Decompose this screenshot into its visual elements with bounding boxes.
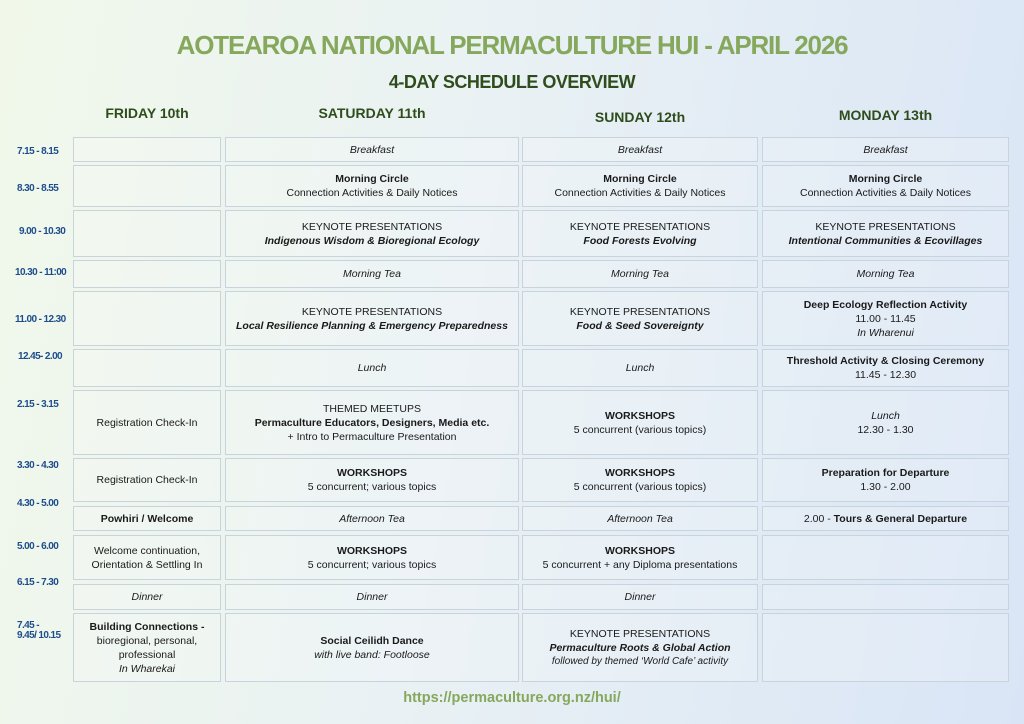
schedule-cell: [73, 390, 221, 455]
day-header-friday: FRIDAY 10th: [105, 105, 189, 121]
tours-label: Tours & General Departure: [833, 512, 968, 525]
keynote-heading: KEYNOTE PRESENTATIONS: [301, 305, 443, 318]
schedule-cell: [225, 210, 519, 257]
workshops-heading: WORKSHOPS: [336, 544, 407, 557]
lunch-label: Lunch: [357, 362, 387, 374]
schedule-cell: [225, 390, 519, 455]
workshops-detail: 5 concurrent; various topics: [307, 481, 437, 493]
schedule-cell: [522, 260, 758, 288]
schedule-cell: [225, 349, 519, 387]
schedule-cell: [522, 291, 758, 346]
schedule-cell: [73, 613, 221, 682]
schedule-cell: [73, 165, 221, 207]
time-label: 9.45/ 10.15: [17, 630, 61, 641]
deep-ecology-title: Deep Ecology Reflection Activity: [803, 298, 968, 311]
themed-meetups-groups: Permaculture Educators, Designers, Media etc.: [254, 416, 490, 429]
schedule-cell: [522, 458, 758, 502]
schedule-cell: [762, 349, 1009, 387]
workshops-heading: WORKSHOPS: [336, 467, 407, 479]
time-label: 8.30 - 8.55: [17, 183, 59, 194]
breakfast-label: Breakfast: [617, 143, 663, 156]
time-label: 7.45 -: [17, 620, 39, 631]
morning-tea-label: Morning Tea: [611, 268, 669, 280]
workshops-detail: 5 concurrent; various topics: [307, 558, 437, 571]
schedule-cell: [225, 291, 519, 346]
schedule-cell: [522, 584, 758, 610]
world-cafe-note: followed by themed ‘World Cafe’ activity: [551, 655, 729, 667]
schedule-cell: [73, 535, 221, 580]
keynote-topic: Local Resilience Planning & Emergency Preparedness: [236, 319, 508, 332]
lunch-label: Lunch: [871, 409, 900, 422]
schedule-cell: [225, 260, 519, 288]
workshops-detail: 5 concurrent (various topics): [573, 481, 707, 493]
schedule-cell: [762, 137, 1009, 162]
time-label: 12.45- 2.00: [18, 351, 62, 362]
morning-tea-label: Morning Tea: [856, 268, 915, 280]
afternoon-tea-label: Afternoon Tea: [607, 512, 673, 525]
registration-label: Registration Check-In: [96, 416, 198, 429]
building-connections-place: In Wharekai: [118, 662, 176, 675]
workshops-detail: 5 concurrent + any Diploma presentations: [542, 558, 738, 571]
threshold-time: 11.45 - 12.30: [854, 369, 917, 381]
building-connections-line-1: bioregional, personal,: [96, 634, 198, 647]
schedule-cell: [522, 613, 758, 682]
dinner-label: Dinner: [131, 591, 163, 603]
time-label: 10.30 - 11:00: [15, 267, 67, 278]
morning-circle-detail: Connection Activities & Daily Notices: [800, 187, 971, 199]
schedule-cell: [762, 458, 1009, 502]
website-link[interactable]: https://permaculture.org.nz/hui/: [403, 690, 621, 706]
schedule-cell: [73, 291, 221, 346]
workshops-detail: 5 concurrent (various topics): [573, 423, 707, 436]
afternoon-tea-label: Afternoon Tea: [339, 512, 405, 525]
schedule-cell: [73, 349, 221, 387]
schedule-cell: [73, 458, 221, 502]
registration-label: Registration Check-In: [96, 474, 198, 486]
breakfast-label: Breakfast: [863, 143, 908, 156]
welcome-line-1: Welcome continuation,: [93, 544, 201, 557]
keynote-heading: KEYNOTE PRESENTATIONS: [569, 305, 711, 318]
ceilidh-band: with live band: Footloose: [314, 648, 430, 661]
ceilidh-title: Social Ceilidh Dance: [320, 634, 424, 647]
keynote-heading: KEYNOTE PRESENTATIONS: [569, 627, 711, 640]
schedule-cell: [762, 613, 1009, 682]
schedule-cell: [225, 535, 519, 580]
keynote-topic: Indigenous Wisdom & Bioregional Ecology: [264, 234, 480, 247]
time-label: 3.30 - 4.30: [17, 460, 59, 471]
schedule-cell: [225, 506, 519, 531]
page-title: AOTEAROA NATIONAL PERMACULTURE HUI - APRIL 2026: [176, 30, 848, 60]
building-connections-line-2: professional: [118, 648, 176, 661]
powhiri-label: Powhiri / Welcome: [100, 512, 194, 525]
time-label: 6.15 - 7.30: [17, 577, 59, 588]
time-label: 5.00 - 6.00: [17, 541, 59, 552]
schedule-cell: [762, 506, 1009, 531]
schedule-cell: [522, 390, 758, 455]
keynote-heading: KEYNOTE PRESENTATIONS: [569, 220, 711, 233]
keynote-topic: Permaculture Roots & Global Action: [549, 641, 731, 654]
keynote-topic: Food Forests Evolving: [583, 234, 697, 247]
morning-tea-label: Morning Tea: [343, 268, 401, 280]
keynote-topic: Intentional Communities & Ecovillages: [788, 234, 983, 247]
deep-ecology-place: In Wharenui: [857, 326, 914, 339]
threshold-title: Threshold Activity & Closing Ceremony: [786, 355, 985, 367]
deep-ecology-time: 11.00 - 11.45: [855, 312, 916, 325]
themed-meetups-heading: THEMED MEETUPS: [322, 402, 421, 415]
themed-meetups-intro: + Intro to Permaculture Presentation: [287, 430, 457, 443]
page-subtitle: 4-DAY SCHEDULE OVERVIEW: [388, 72, 636, 92]
schedule-cell: [225, 584, 519, 610]
day-header-monday: MONDAY 13th: [838, 107, 933, 123]
breakfast-label: Breakfast: [349, 143, 395, 156]
schedule-cell: [225, 137, 519, 162]
time-label: 9.00 - 10.30: [19, 226, 66, 237]
departure-prep-title: Preparation for Departure: [821, 467, 950, 479]
schedule-cell: [522, 535, 758, 580]
morning-circle-detail: Connection Activities & Daily Notices: [286, 187, 458, 199]
workshops-heading: WORKSHOPS: [604, 544, 675, 557]
tours-line: [804, 512, 967, 526]
schedule-cell: [762, 535, 1009, 580]
lunch-label: Lunch: [625, 362, 655, 374]
schedule-cell: [762, 260, 1009, 288]
day-header-sunday: SUNDAY 12th: [594, 109, 686, 125]
schedule-cell: [762, 584, 1009, 610]
time-label: 7.15 - 8.15: [17, 146, 59, 157]
tours-time: 2.00 -: [803, 512, 834, 525]
schedule-cell: [522, 349, 758, 387]
schedule-cell: [73, 137, 221, 162]
dinner-label: Dinner: [356, 591, 388, 603]
keynote-topic: Food & Seed Sovereignty: [576, 319, 704, 332]
schedule-cell: [225, 165, 519, 207]
schedule-cell: [762, 291, 1009, 346]
day-header-saturday: SATURDAY 11th: [318, 105, 426, 121]
morning-circle-title: Morning Circle: [848, 173, 923, 185]
morning-circle-detail: Connection Activities & Daily Notices: [554, 187, 726, 199]
time-label: 4.30 - 5.00: [17, 498, 59, 509]
welcome-line-2: Orientation & Settling In: [91, 558, 203, 571]
morning-circle-title: Morning Circle: [603, 173, 677, 185]
time-label: 11.00 - 12.30: [15, 314, 66, 325]
lunch-time: 12.30 - 1.30: [857, 423, 914, 436]
schedule-cell: [225, 613, 519, 682]
schedule-cell: [225, 458, 519, 502]
schedule-cell: [522, 137, 758, 162]
schedule-cell: [73, 260, 221, 288]
workshops-heading: WORKSHOPS: [604, 467, 675, 479]
keynote-heading: KEYNOTE PRESENTATIONS: [301, 220, 443, 233]
dinner-label: Dinner: [624, 591, 656, 603]
schedule-cell: [762, 390, 1009, 455]
schedule-cell: [762, 165, 1009, 207]
workshops-heading: WORKSHOPS: [604, 409, 675, 422]
schedule-cell: [762, 210, 1009, 257]
schedule-cell: [522, 165, 758, 207]
schedule-cell: [73, 506, 221, 531]
building-connections-title: Building Connections -: [89, 620, 205, 633]
schedule-cell: [73, 584, 221, 610]
schedule-cell: [522, 506, 758, 531]
schedule-cell: [73, 210, 221, 257]
morning-circle-title: Morning Circle: [335, 173, 409, 185]
time-label: 2.15 - 3.15: [17, 399, 59, 410]
schedule-cell: [522, 210, 758, 257]
departure-prep-time: 1.30 - 2.00: [860, 481, 911, 493]
keynote-heading: KEYNOTE PRESENTATIONS: [815, 220, 956, 233]
